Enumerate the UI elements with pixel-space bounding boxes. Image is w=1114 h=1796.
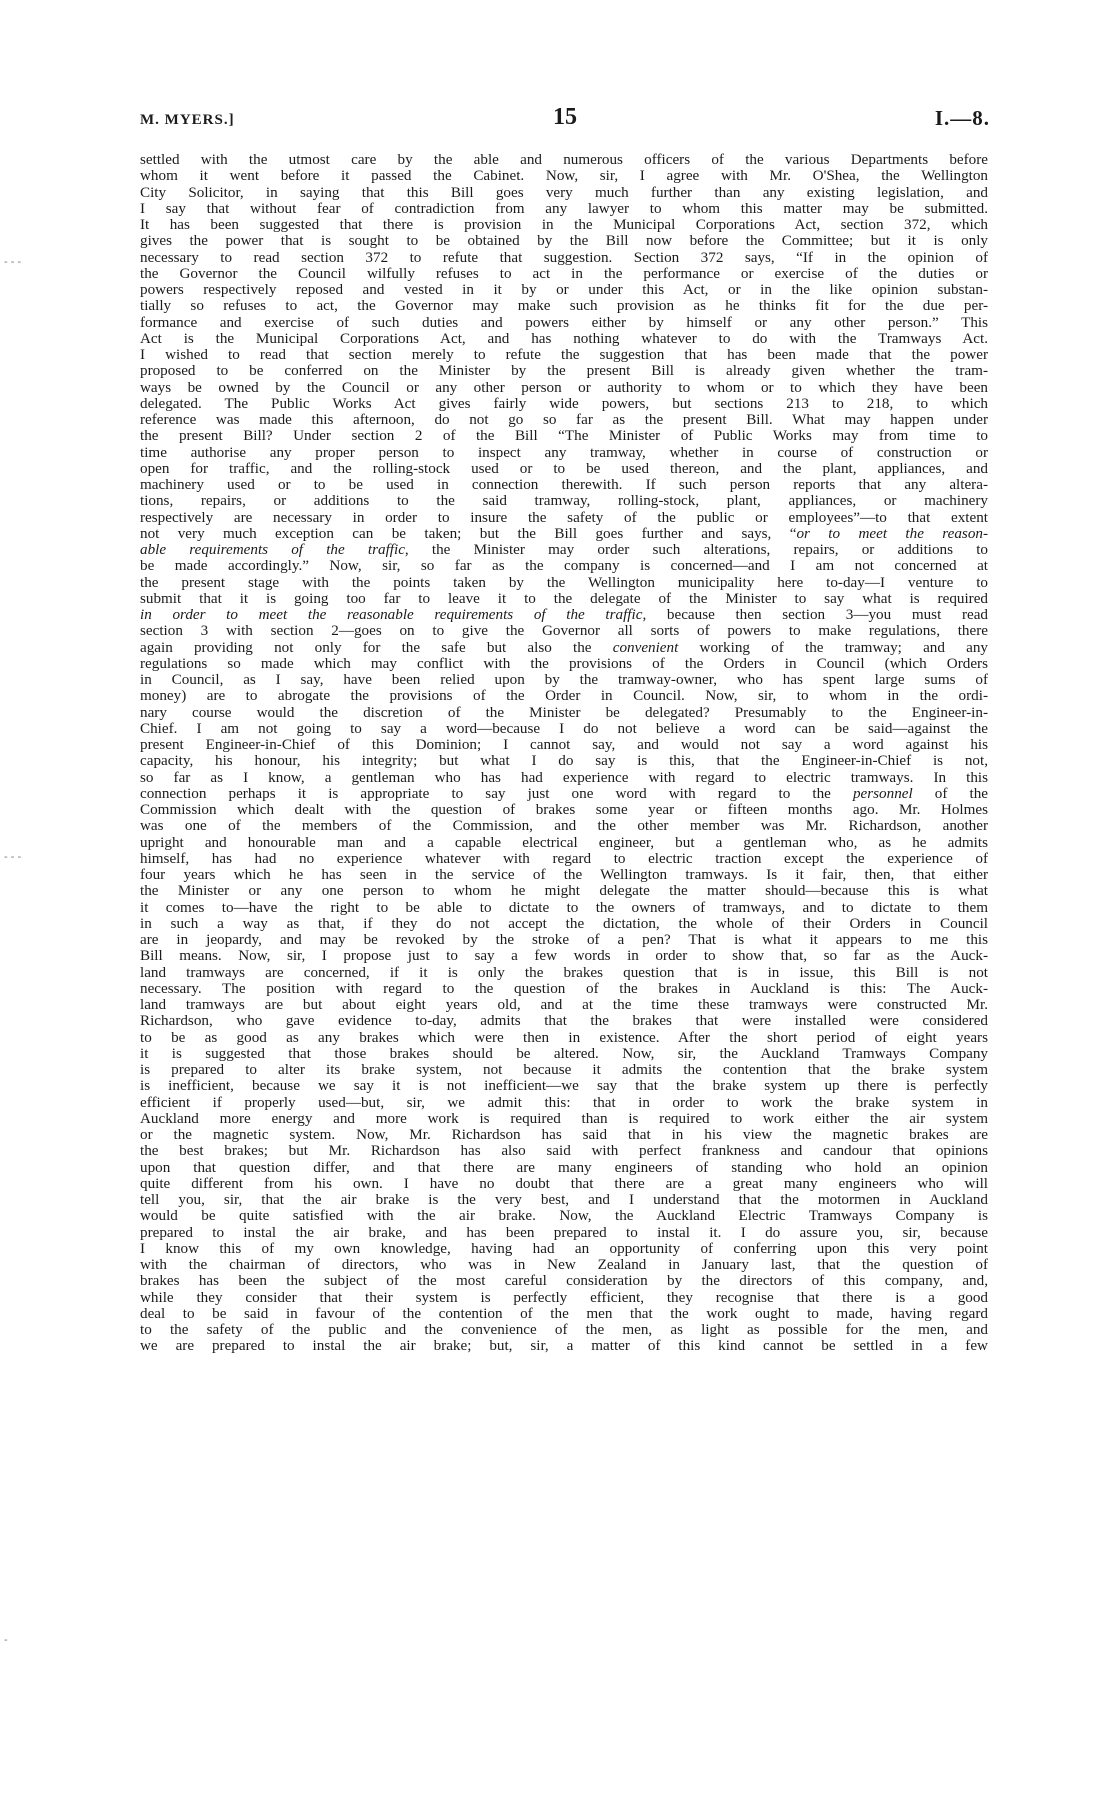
text-line: we are prepared to instal the air brake; but, sir, a matter of this kind cannot be settled in a few bbox=[140, 1338, 988, 1355]
text-line: gives the power that is sought to be obtained by the Bill now before the Committee; but it is only bbox=[140, 233, 988, 250]
text-line: the Minister or any one person to whom he might delegate the matter should—because this is what bbox=[140, 883, 988, 900]
text-line: Chief. I am not going to say a word—because I do not believe a word can be said—against the bbox=[140, 720, 988, 737]
page-number: 15 bbox=[553, 104, 577, 130]
text-line: not very much exception can be taken; but the Bill goes further and says, “or to meet the reason- bbox=[140, 525, 988, 542]
text-line: in order to meet the reasonable requirements of the traffic, because then section 3—you must read bbox=[140, 607, 988, 623]
page-header bbox=[140, 104, 990, 138]
text-line: regulations so made which may conflict with the provisions of the Orders in Council (which Orders bbox=[140, 655, 988, 672]
text-line: delegated. The Public Works Act gives fairly wide powers, but sections 213 to 218, to which bbox=[140, 395, 988, 412]
text-line: ways be owned by the Council or any other person or authority to whom or to which they have been bbox=[140, 379, 988, 396]
text-line: Commission which dealt with the question of brakes some year or fifteen months ago. Mr. Holmes bbox=[140, 802, 988, 818]
text-line: the present Bill? Under section 2 of the Bill “The Minister of Public Works may from time to bbox=[140, 428, 988, 445]
text-line: the Governor the Council wilfully refuses to act in the performance or exercise of the duties or bbox=[140, 265, 988, 282]
text-line: himself, has had no experience whatever with regard to electric traction except the experience of bbox=[140, 850, 988, 867]
text-line: I wished to read that section merely to refute the suggestion that has been made that the power bbox=[140, 347, 988, 363]
text-line: proposed to be conferred on the Minister by the present Bill is already given whether the tram- bbox=[140, 363, 988, 380]
margin-mark: - - - bbox=[4, 256, 22, 268]
text-line: would be quite satisfied with the air brake. Now, the Auckland Electric Tramways Company is bbox=[140, 1208, 988, 1225]
text-line: to be as good as any brakes which were then in existence. After the short period of eight years bbox=[140, 1029, 988, 1046]
text-line: tions, repairs, or additions to the said tramway, rolling-stock, plant, appliances, or machinery bbox=[140, 493, 988, 510]
text-line: be made accordingly.” Now, sir, so far as the company is concerned—and I am not concerned at bbox=[140, 558, 988, 575]
text-line: efficient if properly used—but, sir, we admit this: that in order to work the brake system in bbox=[140, 1094, 988, 1111]
text-line: or the magnetic system. Now, Mr. Richardson has said that in his view the magnetic brakes are bbox=[140, 1127, 988, 1143]
text-line: reference was made this afternoon, do not go so far as the present Bill. What may happen under bbox=[140, 412, 988, 428]
text-line: brakes has been the subject of the most careful consideration by the directors of this company, and, bbox=[140, 1273, 988, 1290]
text-line: deal to be said in favour of the contention of the men that the work ought to made, having regard bbox=[140, 1305, 988, 1322]
margin-mark: - - - bbox=[4, 851, 22, 863]
text-line: I say that without fear of contradiction from any lawyer to whom this matter may be submitted. bbox=[140, 200, 988, 217]
text-line: Richardson, who gave evidence to-day, admits that the brakes that were installed were considered bbox=[140, 1013, 988, 1030]
text-line: it comes to—have the right to be able to dictate to the owners of tramways, and to dictate to them bbox=[140, 899, 988, 916]
text-line: upon that question differ, and that there are many engineers of standing who hold an opinion bbox=[140, 1159, 988, 1176]
text-line: again providing not only for the safe but also the convenient working of the tramway; and any bbox=[140, 639, 988, 656]
margin-mark: - bbox=[4, 1634, 8, 1646]
text-line: it is suggested that those brakes should be altered. Now, sir, the Auckland Tramways Company bbox=[140, 1045, 988, 1062]
text-line: present Engineer-in-Chief of this Dominion; I cannot say, and would not say a word against his bbox=[140, 737, 988, 753]
text-line: It has been suggested that there is provision in the Municipal Corporations Act, section 372, which bbox=[140, 217, 988, 233]
text-line: upright and honourable man and a capable electrical engineer, but a gentleman who, as he admits bbox=[140, 834, 988, 851]
text-line: the best brakes; but Mr. Richardson has also said with perfect frankness and candour that opinions bbox=[140, 1143, 988, 1160]
body-text bbox=[140, 152, 988, 1355]
text-line: time authorise any proper person to inspect any tramway, whether in course of construction or bbox=[140, 444, 988, 461]
text-line: tell you, sir, that the air brake is the very best, and I understand that the motormen in Auckland bbox=[140, 1192, 988, 1208]
text-line: tially so refuses to act, the Governor may make such provision as he thinks fit for the due per- bbox=[140, 298, 988, 315]
text-line: powers respectively reposed and vested in it by or under this Act, or in the like opinion substan- bbox=[140, 282, 988, 298]
text-line: capacity, his honour, his integrity; but what I do say is this, that the Engineer-in-Chief is not, bbox=[140, 753, 988, 770]
text-line: submit that it is going too far to leave it to the delegate of the Minister to say what is required bbox=[140, 590, 988, 607]
text-line: prepared to instal the air brake, and has been prepared to instal it. I do assure you, sir, because bbox=[140, 1224, 988, 1241]
text-line: machinery used or to be used in connection therewith. If such person reports that any altera- bbox=[140, 477, 988, 493]
text-line: City Solicitor, in saying that this Bill goes very much further than any existing legislation, and bbox=[140, 184, 988, 201]
text-line: whom it went before it passed the Cabinet. Now, sir, I agree with Mr. O'Shea, the Wellington bbox=[140, 168, 988, 185]
text-line: are in jeopardy, and may be revoked by the stroke of a pen? That is what it appears to me this bbox=[140, 932, 988, 948]
text-line: so far as I know, a gentleman who has had experience with regard to electric tramways. In this bbox=[140, 769, 988, 786]
text-line: necessary to read section 372 to refute that suggestion. Section 372 says, “If in the opinion of bbox=[140, 249, 988, 266]
text-line: Auckland more energy and more work is required than is required to work either the air system bbox=[140, 1110, 988, 1127]
text-line: while they consider that their system is perfectly efficient, they recognise that there is a good bbox=[140, 1289, 988, 1306]
text-line: is inefficient, because we say it is not inefficient—we say that the brake system up there is perfectly bbox=[140, 1078, 988, 1095]
text-line: the present stage with the points taken by the Wellington municipality here to-day—I venture to bbox=[140, 574, 988, 591]
text-line: Act is the Municipal Corporations Act, and has nothing whatever to do with the Tramways Act. bbox=[140, 330, 988, 347]
text-line: quite different from his own. I have no doubt that there are a great many engineers who will bbox=[140, 1175, 988, 1192]
text-line: with the chairman of directors, who was in New Zealand in January last, that the question of bbox=[140, 1257, 988, 1273]
text-line: nary course would the discretion of the Minister be delegated? Presumably to the Engineer-in- bbox=[140, 704, 988, 721]
text-line: in Council, as I say, have been relied upon by the tramway-owner, who has spent large sums of bbox=[140, 672, 988, 688]
text-line: section 3 with section 2—goes on to give the Governor all sorts of powers to make regulations, there bbox=[140, 623, 988, 640]
text-line: able requirements of the traffic, the Minister may order such alterations, repairs, or additions to bbox=[140, 542, 988, 558]
text-line: formance and exercise of such duties and powers either by himself or any other person.” This bbox=[140, 314, 988, 331]
speaker-heading: M. MYERS.] bbox=[140, 112, 235, 128]
text-line: four years which he has seen in the service of the Wellington tramways. Is it fair, then, that either bbox=[140, 867, 988, 883]
text-line: land tramways are concerned, if it is only the brakes question that is in issue, this Bill is not bbox=[140, 964, 988, 981]
text-line: land tramways are but about eight years old, and at the time these tramways were constructed Mr. bbox=[140, 997, 988, 1013]
text-line: to the safety of the public and the convenience of the men, as light as possible for the men, and bbox=[140, 1322, 988, 1338]
text-line: in such a way as that, if they do not accept the dictation, the whole of their Orders in Council bbox=[140, 915, 988, 932]
text-line: money) are to abrogate the provisions of the Order in Council. Now, sir, to whom in the ordi- bbox=[140, 688, 988, 705]
text-line: respectively are necessary in order to insure the safety of the public or employees”—to that extent bbox=[140, 509, 988, 526]
text-line: was one of the members of the Commission, and the other member was Mr. Richardson, another bbox=[140, 818, 988, 835]
text-line: necessary. The position with regard to the question of the brakes in Auckland is this: The Auck- bbox=[140, 980, 988, 997]
paper-reference: I.—8. bbox=[934, 106, 990, 130]
text-line: is prepared to alter its brake system, not because it admits the contention that the brake system bbox=[140, 1062, 988, 1078]
text-line: open for traffic, and the rolling-stock used or to be used thereon, and the plant, appliances, and bbox=[140, 460, 988, 477]
text-line: I know this of my own knowledge, having had an opportunity of conferring upon this very point bbox=[140, 1240, 988, 1257]
text-line: connection perhaps it is appropriate to say just one word with regard to the personnel of the bbox=[140, 785, 988, 802]
text-line: settled with the utmost care by the able and numerous officers of the various Departments before bbox=[140, 152, 988, 168]
text-line: Bill means. Now, sir, I propose just to say a few words in order to show that, so far as the Auck- bbox=[140, 948, 988, 965]
